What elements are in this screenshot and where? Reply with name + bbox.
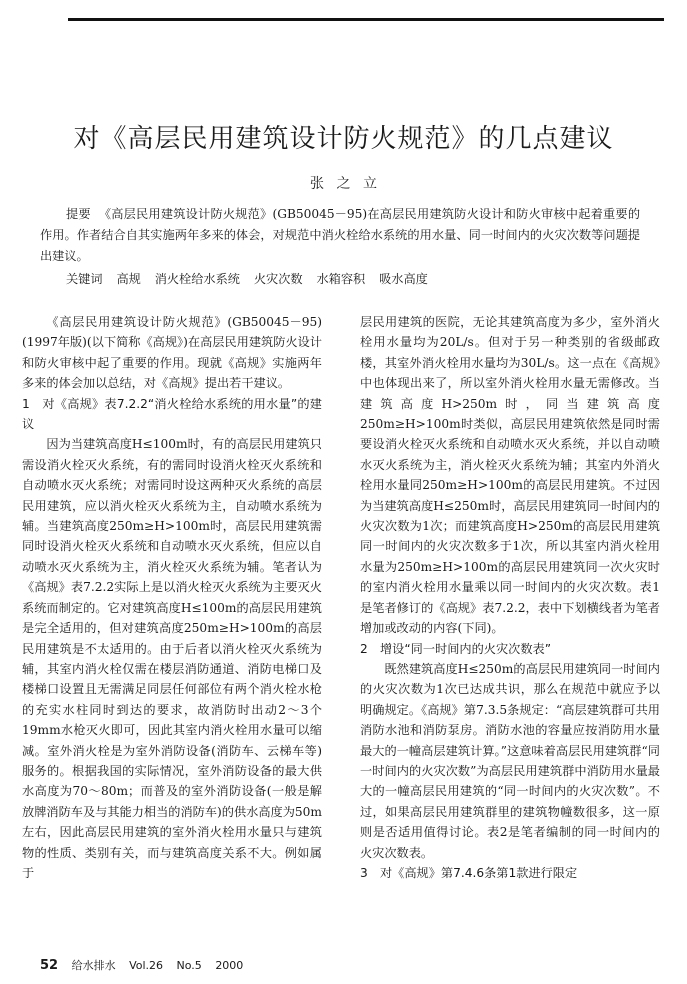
year: 2000 bbox=[215, 959, 244, 972]
section-heading-2: 2 增设“同一时间内的火灾次数表” bbox=[360, 641, 552, 656]
intro-paragraph: 《高层民用建筑设计防火规范》(GB50045－95)(1997年版)(以下简称《高规》)在高层民用建筑防火设计和防火审核中起了重要的作用。现就《高规》实施两年多来的体会加以总结，对《高规》提出若干建议。 bbox=[22, 315, 322, 391]
body-paragraph: 既然建筑高度H≤250m的高层民用建筑同一时间内的火灾次数为1次已达成共识，那么在规范中就应予以明确规定。《高规》第7.3.5条规定：“高层建筑群可共用消防水池和消防泵房。消防水池的容量应按消防用水量最大的一幢高层建筑计算。”这意味着高层民用建筑群“同一时间内的火灾次数”为高层民用建筑群中消防用水量最大的一幢高层民用建筑的“同一时间内的火灾次数”。不过，如果高层民用建筑群里的建筑物幢数很多，这一原则是否适用值得讨论。表2是笔者编制的同一时间内的火灾次数表。 bbox=[360, 661, 660, 860]
top-rule bbox=[68, 18, 664, 21]
page-number: 52 bbox=[40, 958, 59, 973]
keyword: 火灾次数 bbox=[253, 272, 303, 286]
keywords bbox=[66, 270, 438, 287]
article-title: 对《高层民用建筑设计防火规范》的几点建议 bbox=[73, 124, 614, 154]
author: 张 之 立 bbox=[310, 176, 377, 192]
keyword: 高规 bbox=[116, 272, 141, 286]
abstract-text: 《高层民用建筑设计防火规范》(GB50045－95)在高层民用建筑防火设计和防火审核中起着重要的作用。作者结合自其实施两年多来的体会，对规范中消火栓给水系统的用水量、同一时间内的火灾次数等问题提出建议。 bbox=[40, 207, 641, 263]
body-paragraph: 因为当建筑高度H≤100m时，有的高层民用建筑只需设消火栓灭火系统，有的需同时设消火栓灭火系统和自动喷水灭火系统；对需同时设这两种灭火系统的高层民用建筑，应以消火栓灭火系统为主，自动喷水系统为辅。当建筑高度250m≥H>100m时，高层民用建筑需同时设消火栓灭火系统和自动喷水灭火系统，但应以自动喷水灭火系统为主，消火栓灭火系统为辅。笔者认为《高规》表7.2.2实际上是以消火栓灭火系统为主要灭火系统而制定的。它对建筑高度H≤100m的高层民用建筑是完全适用的，但对建筑高度250m≥H>100m的高层民用建筑是不太适用的。由于后者以消火栓灭火系统为辅，其室内消火栓仅需在楼层消防通道、消防电梯口及楼梯口设置且无需满足同层任何部位有两个消火栓水枪的充实水柱同时到达的要求，故消防时出动2～3个19mm水枪灭火即可，因此其室内消火栓用水量可以缩减。室外消火栓是为室外消防设备(消防车、云梯车等)服务的。根据我国的实际情况，室外消防设备的最大供水高度为70～80m；而普及的室外消防设备(一般是解放牌消防车及与其能力相当的消防车)的供水高度为50m左右，因此高层民用建筑的室外消火栓用水量只与建筑物的性质、类别有关，而与建筑高度关系不大。例如属于 bbox=[22, 437, 322, 880]
abstract-label: 提要 bbox=[66, 207, 91, 221]
keyword: 吸水高度 bbox=[379, 272, 428, 286]
keyword: 消火栓给水系统 bbox=[154, 272, 240, 286]
page-footer bbox=[40, 957, 253, 973]
section-heading-1: 1 对《高规》表7.2.2“消火栓给水系统的用水量”的建议 bbox=[22, 396, 322, 432]
left-column bbox=[22, 312, 322, 883]
volume: Vol.26 bbox=[129, 959, 164, 972]
abstract bbox=[40, 204, 640, 267]
keyword: 水箱容积 bbox=[316, 272, 366, 286]
right-column bbox=[360, 312, 660, 883]
issue: No.5 bbox=[176, 959, 202, 972]
journal-name: 给水排水 bbox=[71, 959, 116, 972]
body-paragraph: 层民用建筑的医院，无论其建筑高度为多少，室外消火栓用水量均为20L/s。但对于另一种类别的省级邮政楼，其室外消火栓用水量均为30L/s。这一点在《高规》中也体现出来了，所以室外消火栓用水量无需修改。当建筑高度H>250m时，同当建筑高度250m≥H>100m时类似，高层民用建筑依然是同时需要设消火栓灭火系统和自动喷水灭火系统，并以自动喷水灭火系统为主，消火栓灭火系统为辅；其室内外消火栓用水量同250m≥H>100m的高层民用建筑。不过因为当建筑高度H≤250m时，高层民用建筑同一时间内的火灾次数为1次；而建筑高度H>250m的高层民用建筑同一时间内的火灾次数多于1次，所以其室内消火栓用水量为250m≥H>100m的高层民用建筑同一次火灾时的室内消火栓用水量乘以同一时间内的火灾次数。表1是笔者修订的《高规》表7.2.2，表中下划横线者为笔者增加或改动的内容(下同)。 bbox=[360, 315, 660, 636]
keywords-label: 关键词 bbox=[66, 272, 103, 286]
section-heading-3: 3 对《高规》第7.4.6条第1款进行限定 bbox=[360, 865, 578, 880]
